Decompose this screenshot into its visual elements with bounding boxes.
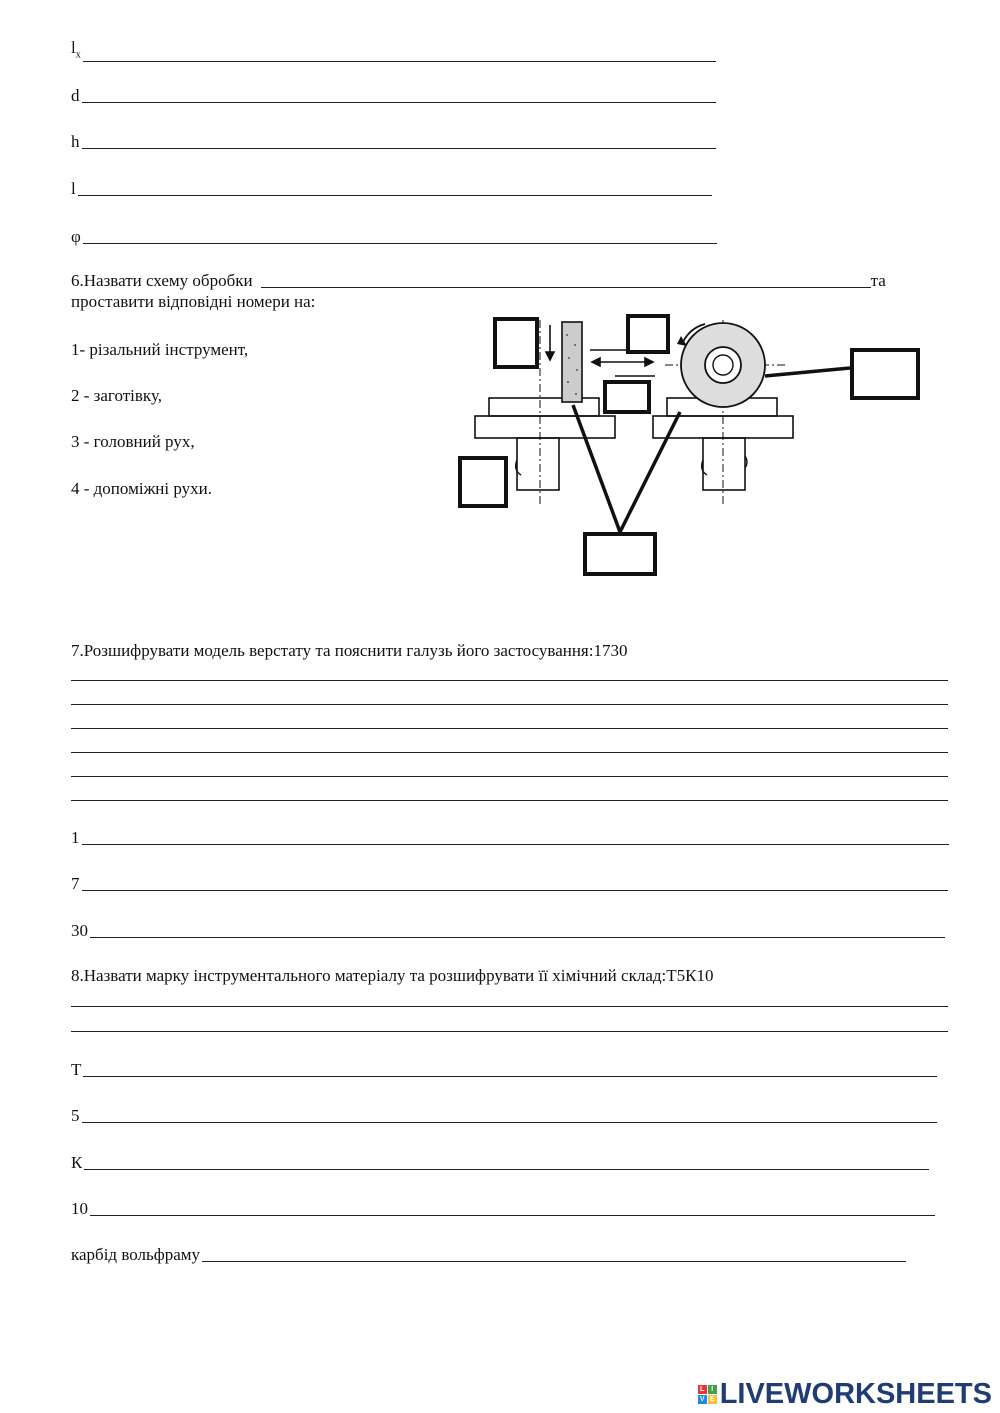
- q6-item-3: 3 - головний рух,: [71, 432, 195, 451]
- q7-part-row-2: [71, 872, 948, 894]
- grinding-wheel-tool: [562, 322, 582, 402]
- q7-part-input-2[interactable]: [82, 872, 948, 891]
- mark-letter-e: E: [708, 1395, 717, 1404]
- q7-answer-line-4[interactable]: [71, 734, 948, 753]
- definition-input-l[interactable]: [78, 177, 712, 196]
- scheme-answer-box-left[interactable]: [458, 456, 508, 508]
- definition-label-phi: φ: [71, 227, 81, 246]
- liveworksheets-logo-text: LIVEWORKSHEETS: [719, 1378, 992, 1410]
- q8-part-row-5: [71, 1104, 937, 1126]
- pointer-line-workpiece: [620, 412, 680, 532]
- q8-part-input-t[interactable]: [83, 1058, 937, 1077]
- definition-label-l: l: [71, 179, 76, 198]
- definition-row-phi: [71, 225, 717, 247]
- q8-answer-lines: [71, 988, 948, 1035]
- q8-part-input-10[interactable]: [90, 1197, 935, 1216]
- scheme-answer-box-top-left[interactable]: [493, 317, 539, 369]
- q8-title: 8.Назвати марку інструментального матеріалу та розшифрувати її хімічний склад:Т5К10: [71, 966, 714, 985]
- q7-part-label-1: 1: [71, 828, 80, 847]
- mark-letter-i: I: [708, 1385, 717, 1394]
- q6-scheme-input[interactable]: [261, 269, 871, 288]
- q6-item-4: 4 - допоміжні рухи.: [71, 479, 213, 498]
- definition-row-h: [71, 130, 716, 152]
- definition-label-h: h: [71, 132, 80, 151]
- q6-item-2: 2 - заготівку,: [71, 386, 162, 405]
- liveworksheets-mark-icon: [698, 1385, 717, 1404]
- q7-answer-line-5[interactable]: [71, 758, 948, 777]
- q7-answer-lines: [71, 662, 948, 806]
- q7-part-label-3: 30: [71, 921, 88, 940]
- definition-label-lx: $l_x$: [71, 38, 81, 61]
- q7-part-label-2: 7: [71, 874, 80, 893]
- q7-part-row-3: [71, 919, 945, 941]
- mark-letter-v: V: [698, 1395, 707, 1404]
- q8-part-row-t: [71, 1058, 937, 1080]
- scheme-answer-box-right[interactable]: [850, 348, 920, 400]
- q6-line2: проставити відповідні номери на:: [71, 292, 316, 311]
- definition-row-lx: [71, 38, 716, 65]
- q7-answer-line-2[interactable]: [71, 686, 948, 705]
- left-spindle: [517, 438, 559, 490]
- q6-title-row: [71, 269, 888, 291]
- q6-item-1: 1- різальний інструмент,: [71, 340, 249, 359]
- q8-part-label-10: 10: [71, 1199, 88, 1218]
- q7-answer-line-6[interactable]: [71, 782, 948, 801]
- left-table-base: [475, 416, 615, 438]
- q8-answer-line-2[interactable]: [71, 1013, 948, 1032]
- q8-part-input-k[interactable]: [84, 1151, 929, 1170]
- pointer-line-right: [765, 368, 850, 376]
- q8-part-input-5[interactable]: [82, 1104, 937, 1123]
- q7-part-row-1: [71, 826, 949, 848]
- definition-row-d: [71, 84, 716, 106]
- definition-input-d[interactable]: [82, 84, 716, 103]
- q6-title-suffix: та: [870, 271, 886, 290]
- definition-input-phi[interactable]: [83, 225, 717, 244]
- q7-title: 7.Розшифрувати модель верстату та пояснити галузь його застосування:1730: [71, 641, 628, 660]
- q7-answer-line-1[interactable]: [71, 662, 948, 681]
- q8-answer-line-1[interactable]: [71, 988, 948, 1007]
- scheme-answer-box-middle[interactable]: [603, 380, 651, 414]
- definition-row-l: [71, 177, 712, 199]
- definition-input-lx[interactable]: [83, 43, 716, 62]
- q8-part-label-t: Т: [71, 1060, 82, 1079]
- pointer-line-tool: [573, 405, 620, 532]
- q8-part-label-tungsten: карбід вольфраму: [71, 1245, 201, 1264]
- q6-title: 6.Назвати схему обробки: [71, 271, 253, 290]
- q7-part-input-1[interactable]: [82, 826, 949, 845]
- definition-label-d: d: [71, 86, 80, 105]
- q7-answer-line-3[interactable]: [71, 710, 948, 729]
- q7-part-input-3[interactable]: [90, 919, 945, 938]
- q8-part-row-k: [71, 1151, 929, 1173]
- definition-input-h[interactable]: [82, 130, 716, 149]
- scheme-answer-box-top-middle[interactable]: [626, 314, 670, 354]
- right-spindle: [703, 438, 745, 490]
- q8-part-label-5: 5: [71, 1106, 80, 1125]
- q8-part-input-tungsten[interactable]: [202, 1243, 906, 1262]
- q8-part-row-10: [71, 1197, 935, 1219]
- q8-part-row-tungsten: [71, 1243, 906, 1265]
- scheme-answer-box-bottom[interactable]: [583, 532, 657, 576]
- q8-part-label-k: К: [71, 1153, 83, 1172]
- mark-letter-l: L: [698, 1385, 707, 1394]
- liveworksheets-logo[interactable]: [698, 1378, 992, 1411]
